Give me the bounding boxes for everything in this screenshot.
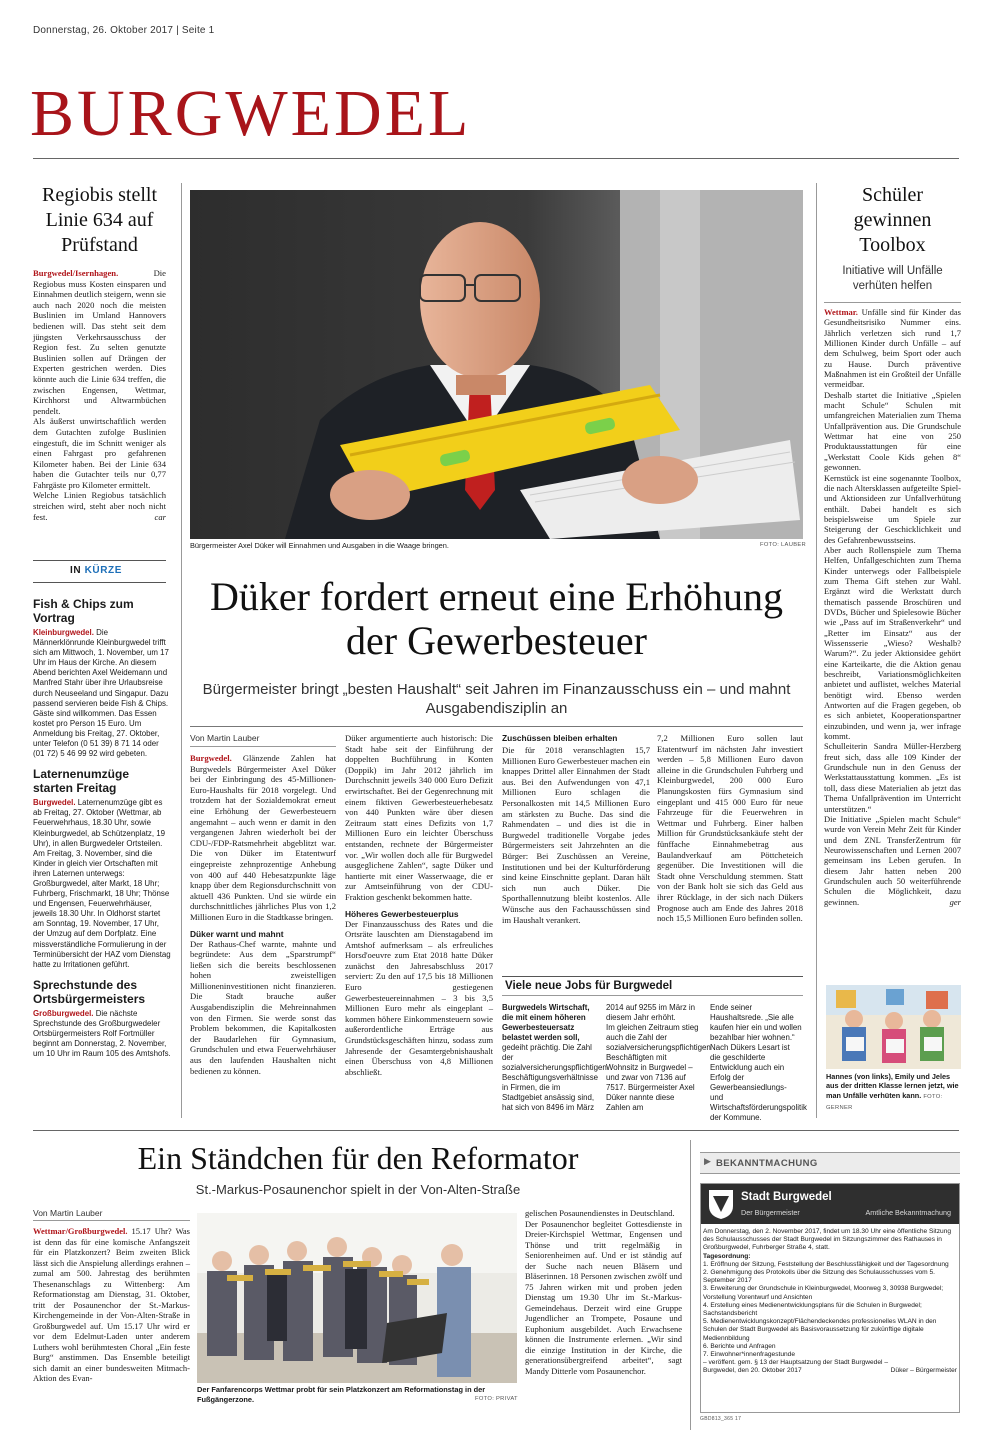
brief-title: Laternenumzüge starten Freitag [33,767,130,796]
notice-type: Amtliche Bekanntmachung [865,1208,951,1217]
bottom-dateline: Wettmar/Großburgwedel. [33,1226,128,1236]
bottom-col-1 [33,1226,190,1384]
jobs-rule [502,995,803,996]
right-story-title: Schüler gewinnen Toolbox [853,184,932,256]
brief-dateline: Kleinburgwedel. [33,628,94,637]
notice-org: Stadt Burgwedel [741,1191,832,1203]
dateline: Donnerstag, 26. Oktober 2017 | Seite 1 [33,25,215,36]
brief-title: Sprechstunde des Ortsbürgermeisters [33,977,146,1006]
lead-col-2 [345,733,493,1077]
right-photo-credit: FOTO: GERNER [826,1093,943,1111]
jobs-c1: gedeiht prächtig. Die Zahl der sozialversicherungspflichtigen Beschäftigungsverhältnisse in Firmen, die im Stadtgebiet ansässig sind, hat sich von 8496 im März [502,1043,607,1112]
notice-item: 2. Genehmigung des Protokolls über die Sitzung des Schulausschusses vom 5. September 2017 [703,1269,936,1285]
bottom-byline-rule [33,1220,190,1221]
right-dateline: Wettmar. [824,307,858,317]
right-photo-caption [826,1072,961,1113]
notice-item: 4. Erstellung eines Medienentwicklungsplans für die Schulen in Burgwedel; Sachstandsbericht [703,1301,922,1318]
bottom-subhead: St.-Markus-Posaunenchor spielt in der Von-Alten-Straße [195,1182,521,1197]
lead-col-4-text: 7,2 Millionen Euro sollen laut Etatentwurf im nächsten Jahr investiert werden – 5,8 Millionen Euro davon alleine in die Grundschulen Fuhrberg und Kleinburgwedel, 200 000 Euro Planungskosten fürs Gymnasium sind eingeplant und 415 000 Euro für neue Fahrzeuge für die Feuerwehren in Wettmar und Fuhrberg. Einer halben Million für Grundstücksankäufe steht der fünffache Einnahmebetrag aus Baulandverkauf am Pöttcheteich gegenüber. Die Investitionen will die Stadt ohne Verschuldung stemmen. Statt von der Bank holt sie sich das Geld aus ihrer Rücklage, in der sich nach Dükers Prognose auch am Ende des Jahres 2018 noch 15,5 Millionen Euro befinden sollen. [657,733,803,924]
notice-footer: – veröffent. gem. § 13 der Hauptsatzung der Stadt Burgwedel – [703,1359,888,1367]
notice-item: 7. Einwohner*innenfragestunde [703,1351,796,1359]
brief-text: Laternenumzüge gibt es ab Freitag, 27. Oktober (Wettmar, ab Feuerwehrhaus, 18.30 Uhr, sowie Kleinburgwedel, ab Schützenplatz, 19 Uhr), in allen Burgwedeler Ortsteilen. Am Freitag, 3. November, sind die Kinder in gleich vier Ortschaften mit ihren Laternen unterwegs: Großburgwedel, alter Markt, 18 Uhr; Fuhrberg, Frischmarkt, 18 Uhr; Thönse und Engensen, Feuerwehrhäuser, jeweils 18.30 Uhr. In Oldhorst startet am Sonntag, 19. November, 17 Uhr, der Umzug auf dem Dorfplatz. Eine missverständliche Formulierung in der Terminübersicht der HAZ vom Dienstag hatte zu Irritationen geführt. [33,798,171,969]
lead-photo [190,190,803,539]
bottom-col1-text: 15.17 Uhr? Was ist denn das für eine komische Anfangszeit für ein Platzkonzert? Beim zweiten Blick lässt sich die Anspielung allerdings erahnen – zumal am 500. Jahrestag des berühmten Thesenanschlags zu Wittenberg: Am Reformationstag am Dienstag, 31. Oktober, tritt der Posaunenchor der St.-Markus-Kirchengemeinde in der Von-Alten-Straße in Großburgwedel auf. Um 15.17 Uhr wird er vor dem Edelmut-Laden unter anderem Luthers wohl berühmtesten Choral „Ein feste Burg“ anstimmen. Das Ensemble beteiligt sich damit an einer bundesweiten Mitmach-Aktion des Evan- [33,1226,190,1383]
right-text: Unfälle sind für Kinder das Gesundheitsrisiko Nummer eins. Jährlich verletzen sich rund 1,7 Millionen Kinder durch Unfälle – auf dem Schulweg, beim Sport oder auch zu Hause. Durch präventive Maßnahmen ist ein Großteil der Unfälle vermeidbar. Deshalb startet die Initiative „Spielen macht Schule“ Schulen mit umfangreichen Materialien zum Thema Unfallprävention aus. Die Grundschule Wettmar hat eine von 250 Produktausstattungen für eine „Werkstatt Coole Kids gehen 8“ gewonnen. Kernstück ist eine sogenannte Toolbox, die nach Altersklassen aufgeteilte Spiel- und Aktionsideen zur Unfallverhütung enthält. Dabei handelt es sich beispielsweise um Spiele zur Steigerung der Geschicklichkeit und des Gefahrenbewusstseins. Aber auch Rollenspiele zum Thema Helfen, Unfallgeschichten zum Thema Kinder unterwegs oder Fallbeispiele zum Thema Gift stehen zur Wahl. Ergänzt wird die Werkstatt durch thematisch passende Broschüren und DVDs, Bücher und Spielesowie Bücher wie „Pass auf im Straßenverkehr“ und „Retter im Einsatz“ aus der Wissensserie „Wieso? Weshalb? Warum?“. Zu jeder Aktionsidee gehört eine Karteikarte, die die Aktion genau beschreibt, Variationsmöglichkeiten anbietet und auflistet, welches Material benötigt wird. Ebenso werden Antworten auf die Fragen gegeben, ob es sich anbietet, Kooperationspartner einzubinden, und wenn ja, wer infrage kommt. Schulleiterin Sandra Müller-Herzberg freut sich, dass alle 109 Kinder der Grundschule nun in den Genuss der Werkstattausstattung kommen. „Es ist toll, dass diese Materialien ab jetzt das Thema Unfallprävention im Unterricht unterstützen.“ Die Initiative „Spielen macht Schule“ wurde von Verein Mehr Zeit für Kinder und dem ZNL TransferZentrum für Neurowissenschaften und Lernen 2007 gemeinsam ins Leben gerufen. In diesem Jahr hatten neben 200 Grundschulen auch 50 weiterführende Schulen die Möglichkeit, dazu gewinnen. [824,307,961,907]
lead-dateline: Burgwedel. [190,753,232,763]
right-story-rule [824,302,961,303]
notice-dept: Der Bürgermeister [741,1208,800,1217]
kurze-in: IN [70,565,82,576]
brief-title: Fish & Chips zum Vortrag [33,597,134,625]
right-story-body [824,307,961,907]
byline-rule [190,746,336,747]
brief-text: Die nächste Sprechstunde des Großburgwedeler Ortsbürgermeisters Rolf Fortmüller beginnt am Donnerstag, 2. November, um 10 Uhr im Raum 105 des Amtshofs. [33,1008,171,1059]
story-dateline: Burgwedel/Isernhagen. [33,268,119,278]
lead-col1-text: Glänzende Zahlen hat Burgwedels Bürgermeister Axel Düker bei der Einbringung des 45-Millionen-Euro-Haushalts für 2018 vorgelegt. Und trotzdem hat der Sozialdemokrat erneut eine Erhöhung der Gewerbesteuern angemahnt – auch wenn er damit in den vergangenen Jahren wiederholt bei der CDU-/FDP-Ratsmehrheit abgeblitzt war. Die von Düker im Etatentwurf eingepreiste zehnprozentige Anhebung von 400 auf 440 Hebesatzpunkte läge knapp über dem Regionsdurchschnitt von aktuell 436 Punkten. Und sie würde ein durchschnittliches jährliches Plus von 1,2 Millionen Euro in die Stadtkasse bringen. [190,753,336,922]
jobs-col-2: 2014 auf 9255 im März in diesem Jahr erhöht. Im gleichen Zeitraum stieg auch die Zahl der sozialversicherungspflichtigen Beschäftigten mit Wohnsitz in Burgwedel – und zwar von 7136 auf 7517. Bürgermeister Axel Düker nannte diese Zahlen am [606,1003,711,1112]
notice-header [701,1184,959,1224]
left-column-divider [181,183,182,1118]
lead-subhead: Bürgermeister bringt „besten Haushalt“ seit Jahren im Finanzausschuss ein – und mahnt Ausgabendisziplin an [202,681,791,717]
brief-dateline: Burgwedel. [33,798,76,808]
lead-rule [190,726,803,727]
notice-agenda-title: Tagesordnung: [703,1252,751,1260]
right-photo [826,985,961,1069]
lead-subheading: Düker warnt und mahnt [190,928,284,939]
lead-col-2-text: Düker argumentierte auch historisch: Die Stadt habe seit der Einführung der doppelten Buchführung in Konten (Doppik) im Jahr 2012 jährlich im Durchschnitt jeweils 340 000 Euro Defizit erwirtschaftet. Bei der Gegenrechnung mit einem fiktiven Gewerbesteuerhebesatz von 440 Punkten wäre über diesen Zeitraum statt eines Defizits von 1,7 Millionen Euro ein leichter Überschuss entstanden, rechnete der Bürgermeister vor. „Wir wollen doch alle für Burgwedel ausgeglichene Zahlen“, sagte Düker und hantierte mit einer Wasserwaage, die er zur Amtseinführung von der CDU-Fraktion geschenkt bekommen hatte. [345,733,493,902]
bottom-photo-caption: Der Fanfarencorps Wettmar probt für sein Platzkonzert am Reformationstag in der Fußgängerzone. [197,1385,486,1404]
lead-col-1 [190,733,336,1076]
left-story-regiobus [33,183,166,522]
notice-divider [690,1140,691,1430]
right-photo-image [826,985,961,1069]
notice-code: GBD813_365 17 [700,1416,742,1422]
notice-body [701,1228,959,1376]
brief-text: Die Männerklönrunde Kleinburgwedel trifft sich am Mittwoch, 1. November, um 17 Uhr im Haus der Kirche. An diesem Abend berichten Axel Weidemann und Manfred Stahr über ihre Urlaubsreise durch Neuseeland und Singapur. Dazu passend servieren beide Fish & Chips. Gäste sind willkommen. Das Essen kostet pro Person 15 Euro. Um Anmeldung bis Freitag, 27. Oktober, unter Telefon (0 51 39) 8 71 14 oder (01 72) 5 46 99 92 wird gebeten. [33,628,169,759]
kurze-rule-bottom [33,582,166,583]
masthead-rule [33,158,959,159]
jobs-title: Viele neue Jobs für Burgwedel [505,980,673,992]
notice-sign-place: Burgwedel, den 20. Oktober 2017 [703,1367,802,1375]
lead-col-1-text [190,753,336,923]
city-crest-icon [707,1188,735,1220]
bottom-photo-image [197,1213,517,1383]
bottom-headline: Ein Ständchen für den Reformator [137,1140,579,1176]
jobs-col-3: Ende seiner Haushaltsrede. „Sie alle kaufen hier ein und wollen bezahlbar hier wohnen.“ Nach Dükers Lesart ist die geschilderte Entwicklung auch ein Erfolg der Gewerbeansiedlungs- und Wirtschaftsförderungspolitik der Kommune. [710,1003,807,1122]
lead-col-4 [657,733,803,924]
bottom-photo [197,1213,517,1383]
jobs-lead: Burgwedels Wirtschaft, die mit einem höheren Gewerbesteuersatz belastet werden soll, [502,1003,590,1042]
right-story-subhead: Initiative will Unfälle verhüten helfen [842,265,943,292]
left-briefs [33,597,171,1059]
lead-col-3-text: Die für 2018 veranschlagten 15,7 Millionen Euro Gewerbesteuer machen ein knappes Drittel aller Einnahmen der Stadt aus. Bei den Aufwendungen von 47,1 Millionen Euro schlagen die Personalkosten mit 14,5 Millionen Euro am stärksten zu Buche. Das sind die Rahmendaten – und dies ist die in Burgwedel traditionelle Vorgabe jedes Bürgermeisters seit Jahrzehnten an die Bürger: Bei Zuschüssen an Vereine, Institutionen und bei der Kulturförderung sind keine Einschnitte geplant. Daran hält sich nun auch Düker. Die Sporthallennutzung bleibt kostenlos. Alle Wünsche aus den Fachausschüssen sind im Haushalt verankert. [502,745,650,925]
notice-item: 6. Berichte und Anfragen [703,1342,776,1350]
kurze-word: KÜRZE [84,565,123,576]
lead-headline: Düker fordert erneut eine Erhöhung der Gewerbesteuer [209,574,784,663]
lead-subheading: Höheres Gewerbesteuerplus [345,908,459,919]
notice-card [700,1183,960,1413]
brief-body [33,798,171,970]
lead-col-2-text2: Der Finanzausschuss des Rates und die Ortsräte lauschten am Dienstagabend im Amtshof aufmerksam – als erfreuliches Horsd'oeuvre zum Etat 2018 hatte Düker zunächst den Jahresabschluss 2017 serviert: Zu den auf 17,5 bis 18 Millionen Euro gestiegenen Gewerbesteuereinnahmen – 3 bis 3,5 Millionen Euro mehr als eingeplant – kommen höhere Einkommensteuern sowie außerordentliche Erträge aus Grundstücksgeschäften hinzu, sodass zum Jahresende der Gesamtergebnishaushalt einen Überschuss von 4,8 Millionen abschließt. [345,918,493,1077]
notice-arrow-icon: ▶ [704,1157,711,1167]
notice-item: 3. Erweiterung der Grundschule in Kleinburgwedel, Moorweg 3, 30938 Burgwedel; Vorstellung Vorentwurf und Ansichten [703,1285,944,1301]
bottom-byline: Von Martin Lauber [33,1208,103,1218]
right-story [824,183,961,907]
brief-body [33,628,171,759]
brief-dateline: Großburgwedel. [33,1008,94,1018]
right-author: ger [949,896,961,907]
brief-body [33,1009,171,1059]
bottom-rule [33,1130,959,1131]
notice-label-box [700,1152,960,1174]
lead-subheading: Zuschüssen bleiben erhalten [502,733,618,743]
masthead: BURGWEDEL [30,77,472,150]
lead-photo-image [190,190,803,539]
story-title: Regiobis stellt Linie 634 auf Prüfstand [42,184,157,256]
jobs-rule-top [502,976,803,977]
lead-photo-caption: Bürgermeister Axel Düker will Einnahmen und Ausgaben in die Waage bringen. [190,541,449,550]
kurze-rule [33,560,166,561]
bottom-photo-credit: FOTO: PRIVAT [475,1396,518,1402]
notice-item: 1. Eröffnung der Sitzung, Feststellung der Beschlussfähigkeit und der Tagesordnung [703,1260,949,1268]
lead-col-3 [502,733,650,925]
story-text: Die Regiobus muss Kosten einsparen und Einnahmen deutlich steigern, wenn sie auch nach 2020 noch die meisten Buslinien im Umland Hannovers bedienen will. Das steht seit dem jüngsten Verkehrsausschuss der Region fest. Zu selten genutzte Buslinien sollen auf Drängen der Experten gestrichen werden. Dies könnte auch die Linie 634 treffen, die zwischen Engensen, Wettmar, Kirchhorst und Altwarmbüchen pendelt. Als äußerst unwirtschaftlich werden dem Gutachten zufolge Buslinien eingestuft, die im Schnitt weniger als einen Fahrgast pro gefahrenen Kilometer haben. Bei der Linie 634 haben die Gutachter teils nur 0,77 Fahrgäste pro Kilometer ermittelt. Welche Linien Regiobus tatsächlich streichen wird, steht aber noch nicht fest. [33,268,166,522]
story-author: car [154,511,166,522]
notice-intro: Am Donnerstag, den 2. November 2017, findet um 18.30 Uhr eine öffentliche Sitzung des Schulausschusses der Stadt Burgwedel im Sitzungszimmer des Rathauses in Großburgwedel, Fuhrberger Straße 4, statt. [703,1228,952,1252]
lead-col-1-text2: Der Rathaus-Chef warnte, mahnte und begründete: Aus dem „Sparstrumpf“ ließen sich die bereits beschlossenen hohen zweistelligen Millioneninvestitionen nicht finanzieren. Die Stadt brauche außer Ausgabendisziplin die Mehreinnahmen von den Firmen. Sie werde sonst das Problem bekommen, die Kapitalkosten der Baudarlehen für Gymnasium, Grundschulen und etwa Feuerwehrhäuser aus den laufenden Haushalten nicht bedienen zu können. [190,938,336,1076]
story-body [33,268,166,522]
right-column-divider [816,183,817,1118]
notice-signature [703,1367,957,1375]
jobs-col-1 [502,1003,607,1113]
notice-label: BEKANNTMACHUNG [716,1158,818,1169]
notice-sign-name: Düker – Bürgermeister [890,1367,957,1375]
lead-byline: Von Martin Lauber [190,733,260,743]
right-caption-text: Hannes (von links), Emily und Jeles aus der dritten Klasse lernen jetzt, wie man Unfälle verhüten kann. [826,1072,959,1100]
lead-photo-credit: FOTO: LAUBER [760,542,807,548]
notice-item: 5. Medienentwicklungskonzept/Flächendeckendes professionelles WLAN in den Schulen der Stadt Burgwedel als Basisvoraussetzung für zukünftige digitale Mediennbildung [703,1318,937,1342]
kurze-label [70,565,122,576]
bottom-col-2: gelischen Posaunendienstes in Deutschland. Der Posaunenchor begleitet Gottesdienste in Dreier-Kirchspiel Wettmar, Engensen und Thönse und tritt regelmäßig in Seniorenheimen auf. Und er ist ständig auf der Suche nach neuen Bläsern und Bläserinnen. 18 Personen zwischen zwölf und 75 Jahren wirken mit und proben jeden Dienstag um 19.30 Uhr im St.-Markus-Gemeindehaus. Derzeit wird eine Gruppe Jugendlicher an Trompete, Posaune und Euphonium ausgebildet. Auch Erwachsene können die Instrumente erlernen. „Wir sind die einzige Institution in der Kirche, die generationsübergreifend arbeitet“, sagt Mandy Ditterle vom Posaunenchor. [525,1208,682,1376]
